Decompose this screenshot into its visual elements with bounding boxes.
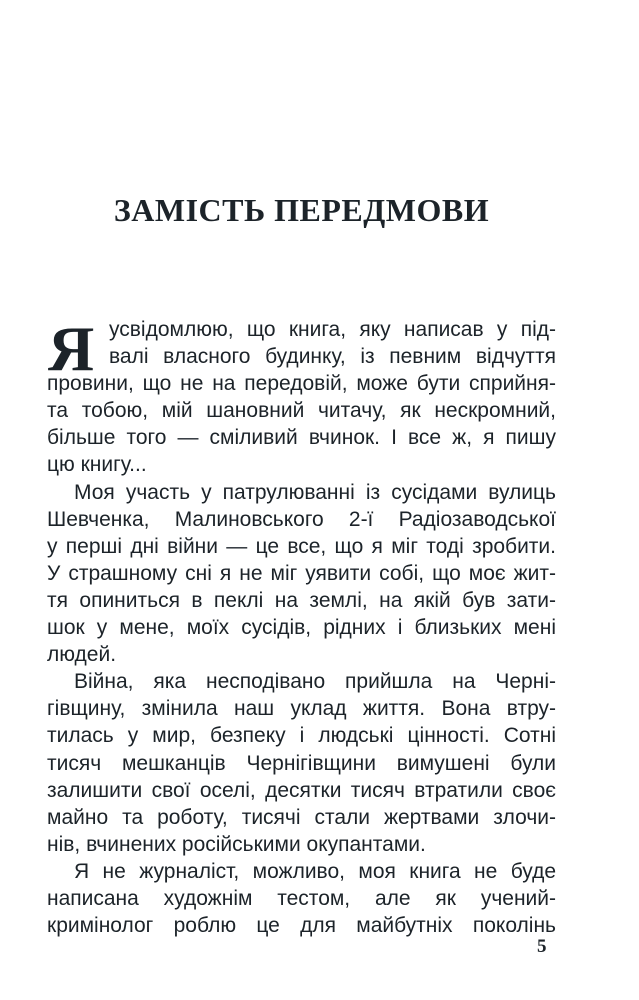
body-text — [47, 313, 556, 939]
text-line: тилась у мир, безпеку і людські цінності. Сотні — [47, 724, 556, 748]
text-line: людей. — [47, 643, 117, 667]
text-line: нів, вчинених російськими окупантами. — [47, 832, 426, 856]
text-line: Я не журналіст, можливо, моя книга не буде — [74, 859, 556, 883]
text-line: провини, що не на передовій, може бути сприйня- — [47, 372, 556, 396]
text-line: тя опиниться в пеклі на землі, на якій був зати- — [47, 588, 556, 612]
drop-cap: Я — [48, 313, 95, 384]
text-line: кримінолог роблю це для майбутніх поколінь — [47, 914, 556, 938]
text-line: тисяч мешканців Чернігівщини вимушені були — [47, 751, 556, 775]
text-line: Моя участь у патрулюванні із сусідами вулиць — [74, 480, 556, 504]
text-line: усвідомлюю, що книга, яку написав у під- — [109, 318, 556, 341]
text-line: майно та роботу, тисячі стали жертвами злочи- — [47, 805, 556, 829]
text-line: залишити свої оселі, десятки тисяч втратили своє — [47, 778, 556, 802]
text-line: У страшному сні я не міг уявити собі, що моє жит- — [47, 561, 556, 585]
text-line: у перші дні війни — це все, що я міг тоді зробити. — [47, 534, 556, 558]
text-line: та тобою, мій шановний читачу, як нескромний, — [47, 399, 556, 423]
text-line: Війна, яка несподівано прийшла на Черні- — [74, 670, 556, 694]
text-line: гівщину, змінила наш уклад життя. Вона втру- — [47, 697, 556, 721]
text-line: шок у мене, моїх сусідів, рідних і близьких мені — [47, 616, 556, 640]
chapter-heading: ЗАМІСТЬ ПЕРЕДМОВИ — [113, 192, 490, 228]
text-line: Шевченка, Малиновського 2-ї Радіозаводської — [47, 507, 556, 531]
page-number: 5 — [537, 936, 547, 957]
text-line: валі власного будинку, із певним відчуття — [109, 345, 556, 369]
text-line: цю книгу... — [47, 453, 147, 477]
text-line: написана художнім тестом, але як учений- — [47, 886, 556, 910]
text-line: більше того — сміливий вчинок. І все ж, я пишу — [47, 426, 556, 450]
